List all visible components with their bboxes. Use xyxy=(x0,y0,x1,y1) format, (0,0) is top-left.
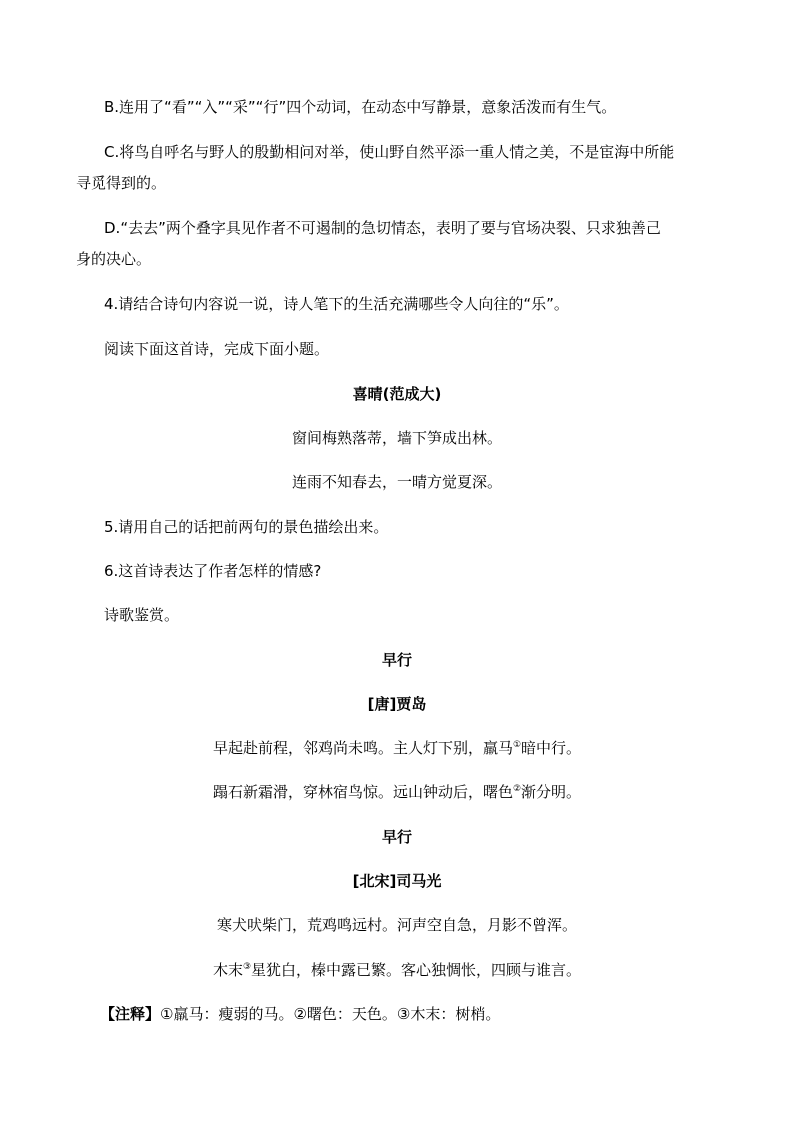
poem2-line1-part1: 早起赴前程，邻鸡尚未鸣。主人灯下别，羸马 xyxy=(212,739,513,757)
annotation-text: ①羸马：瘦弱的马。②曙色：天色。③木末：树梢。 xyxy=(160,1005,501,1023)
reading-instruction-1: 阅读下面这首诗，完成下面小题。 xyxy=(104,340,330,358)
footnote-mark-3: ③ xyxy=(242,962,252,972)
poem2-title: 早行 xyxy=(381,651,412,669)
option-d-line1: D.“去去”两个叠字具见作者不可遏制的急切情态，表明了要与官场决裂、只求独善己 xyxy=(104,219,661,237)
poem2-line1-part2: 暗中行。 xyxy=(521,739,582,757)
poem3-title: 早行 xyxy=(381,828,412,846)
annotation-label: 【注释】 xyxy=(100,1005,161,1023)
poem3-line2 xyxy=(0,960,794,980)
poem2-line2-part1: 蹋石新霜滑，穿林宿鸟惊。远山钟动后，曙色 xyxy=(212,783,513,801)
footnote-mark-1: ① xyxy=(512,740,522,750)
option-b: B.连用了“看”“入”“采”“行”四个动词，在动态中写静景，意象活泼而有生气。 xyxy=(104,98,617,116)
question-4: 4.请结合诗句内容说一说，诗人笔下的生活充满哪些令人向往的“乐”。 xyxy=(104,295,569,313)
poem2-author: [唐]贾岛 xyxy=(367,695,427,713)
reading-instruction-2: 诗歌鉴赏。 xyxy=(104,606,180,624)
option-d-line2: 身的决心。 xyxy=(76,250,152,268)
poem1-line2: 连雨不知春去，一晴方觉夏深。 xyxy=(291,473,502,491)
option-c-line1: C.将鸟自呼名与野人的殷勤相问对举，使山野自然平添一重人情之美，不是宦海中所能 xyxy=(104,143,675,161)
poem3-line1: 寒犬吠柴门，荒鸡鸣远村。河声空自急，月影不曾浑。 xyxy=(216,916,577,934)
question-5: 5.请用自己的话把前两句的景色描绘出来。 xyxy=(104,518,389,536)
poem1-line1: 窗间梅熟落蒂，墙下笋成出林。 xyxy=(291,429,502,447)
poem2-line1 xyxy=(0,738,794,758)
poem2-line2-part2: 渐分明。 xyxy=(521,783,582,801)
poem3-line2-part1: 木末 xyxy=(212,961,243,979)
poem3-author: [北宋]司马光 xyxy=(352,872,442,890)
poem2-line2 xyxy=(0,782,794,802)
footnote-mark-2: ② xyxy=(512,784,522,794)
option-c-line2: 寻觅得到的。 xyxy=(76,174,167,192)
question-6: 6.这首诗表达了作者怎样的情感? xyxy=(104,562,322,580)
poem1-title: 喜晴(范成大) xyxy=(352,385,442,403)
poem3-line2-part2: 星犹白，榛中露已繁。客心独惆怅，四顾与谁言。 xyxy=(251,961,582,979)
annotation-notes xyxy=(0,1004,794,1024)
